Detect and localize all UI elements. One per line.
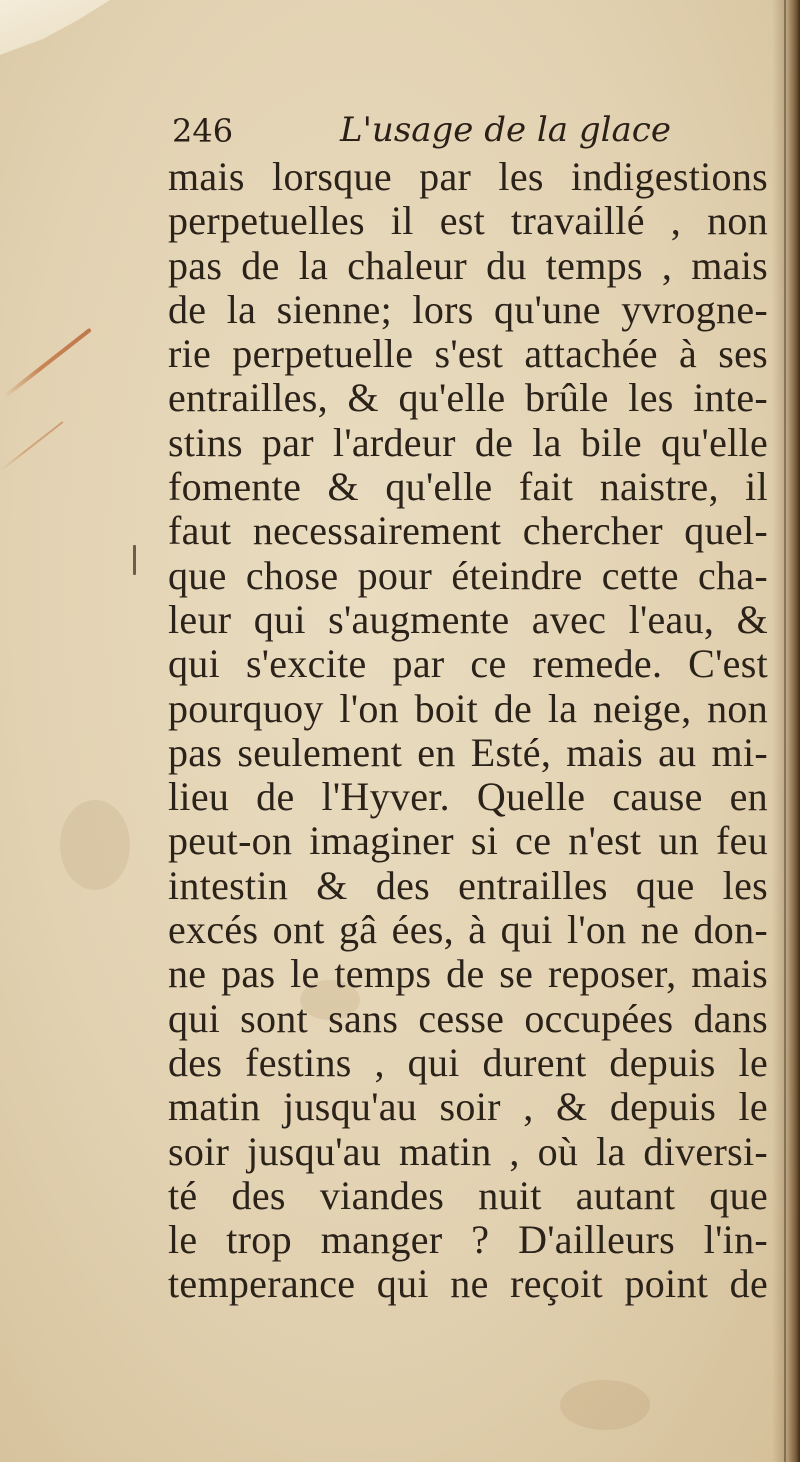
text-line: temperance qui ne reçoit point de <box>168 1261 768 1307</box>
text-line: entrailles, & qu'elle brûle les inte- <box>168 375 768 421</box>
text-line: lieu de l'Hyver. Quelle cause en <box>168 774 768 820</box>
text-line: faut necessairement chercher quel- <box>168 508 768 554</box>
text-line: mais lorsque par les indigestions <box>168 154 768 199</box>
foxing-spot <box>560 1380 650 1430</box>
text-line: pas seulement en Esté, mais au mi- <box>168 729 768 775</box>
margin-pencil-mark <box>3 328 92 399</box>
text-line: té des viandes nuit autant que <box>168 1172 768 1218</box>
text-line: leur qui s'augmente avec l'eau, & <box>168 596 768 642</box>
text-line: le trop manger ? D'ailleurs l'in- <box>168 1217 768 1263</box>
text-line: des festins , qui durent depuis le <box>168 1039 768 1085</box>
margin-tick-mark <box>133 545 136 575</box>
text-line: intestin & des entrailles que les <box>168 862 768 908</box>
torn-corner <box>0 0 110 55</box>
book-binding-edge <box>772 0 800 1462</box>
text-line: fomente & qu'elle fait naistre, il <box>168 464 768 510</box>
page-number: 246 <box>172 112 234 150</box>
text-line: ne pas le temps de se reposer, mais <box>168 951 768 997</box>
text-line: excés ont gâ ées, à qui l'on ne don- <box>168 907 768 953</box>
text-line: stins par l'ardeur de la bile qu'elle <box>168 419 768 465</box>
body-text <box>168 155 768 1307</box>
text-line: pas de la chaleur du temps , mais <box>168 242 768 288</box>
text-line: de la sienne; lors qu'une yvrogne- <box>168 286 768 332</box>
text-line: perpetuelles il est travaillé , non <box>168 198 768 244</box>
text-line: pourquoy l'on boit de la neige, non <box>168 685 768 731</box>
page-header <box>172 104 752 154</box>
text-line: qui s'excite par ce remede. C'est <box>168 641 768 687</box>
text-line: que chose pour éteindre cette cha- <box>168 552 768 598</box>
page-stack-line <box>784 0 786 1462</box>
text-line: rie perpetuelle s'est attachée à ses <box>168 331 768 377</box>
text-line: matin jusqu'au soir , & depuis le <box>168 1084 768 1130</box>
text-line: peut-on imaginer si ce n'est un feu <box>168 818 768 864</box>
text-line: soir jusqu'au matin , où la diversi- <box>168 1128 768 1174</box>
running-head: L'usage de la glace <box>340 110 671 150</box>
text-line: qui sont sans cesse occupées dans <box>168 995 768 1041</box>
margin-pencil-mark-faint <box>0 421 64 472</box>
foxing-spot <box>60 800 130 890</box>
